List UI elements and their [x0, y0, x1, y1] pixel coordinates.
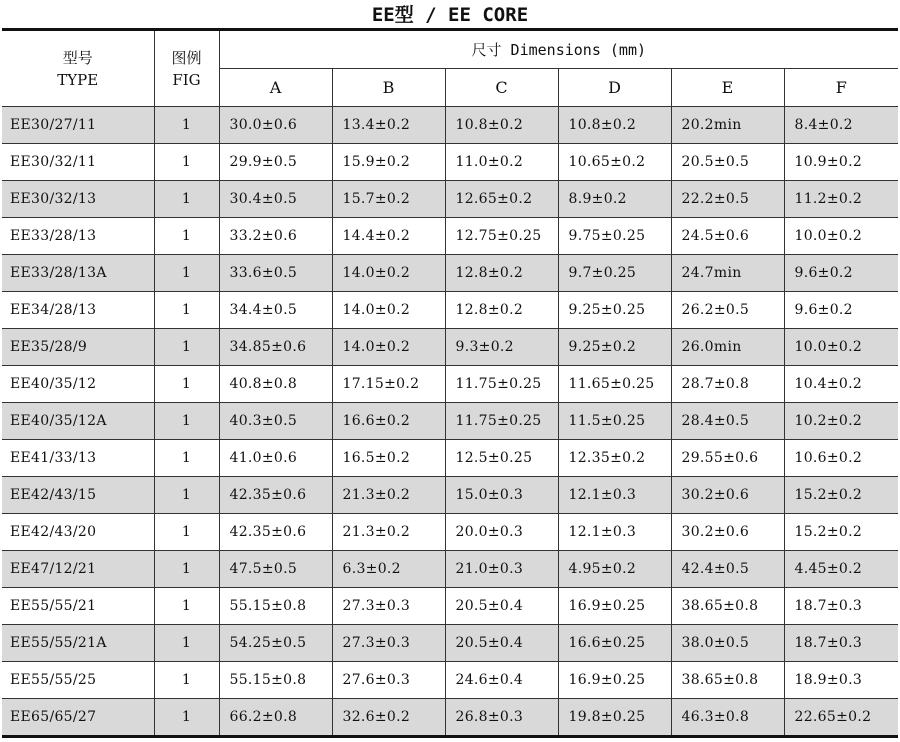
dim-b-cell: 27.3±0.3	[332, 625, 445, 662]
table-row	[2, 366, 898, 403]
type-cell: EE30/32/11	[2, 144, 154, 181]
dim-a-cell: 42.35±0.6	[219, 477, 332, 514]
dim-f-cell: 9.6±0.2	[784, 292, 898, 329]
table-body	[2, 107, 898, 737]
type-header-en: TYPE	[57, 70, 99, 89]
type-cell: EE33/28/13A	[2, 255, 154, 292]
type-cell: EE47/12/21	[2, 551, 154, 588]
dim-f-cell: 15.2±0.2	[784, 514, 898, 551]
dim-b-cell: 27.3±0.3	[332, 588, 445, 625]
fig-cell: 1	[154, 588, 219, 625]
fig-cell: 1	[154, 403, 219, 440]
dim-a-cell: 42.35±0.6	[219, 514, 332, 551]
table-row	[2, 551, 898, 588]
table-row	[2, 588, 898, 625]
column-header-c: C	[445, 69, 558, 107]
dimensions-header: 尺寸 Dimensions (mm)	[219, 30, 898, 69]
dim-d-cell: 16.6±0.25	[558, 625, 671, 662]
dim-a-cell: 54.25±0.5	[219, 625, 332, 662]
dim-e-cell: 28.7±0.8	[671, 366, 784, 403]
dim-b-cell: 14.0±0.2	[332, 329, 445, 366]
fig-cell: 1	[154, 699, 219, 737]
fig-cell: 1	[154, 366, 219, 403]
dim-a-cell: 29.9±0.5	[219, 144, 332, 181]
dim-e-cell: 38.65±0.8	[671, 588, 784, 625]
fig-cell: 1	[154, 107, 219, 144]
table-row	[2, 329, 898, 366]
table-row	[2, 107, 898, 144]
dim-b-cell: 21.3±0.2	[332, 477, 445, 514]
dim-e-cell: 42.4±0.5	[671, 551, 784, 588]
dim-d-cell: 9.25±0.2	[558, 329, 671, 366]
type-cell: EE40/35/12A	[2, 403, 154, 440]
type-cell: EE42/43/15	[2, 477, 154, 514]
dim-f-cell: 18.7±0.3	[784, 588, 898, 625]
dim-a-cell: 40.8±0.8	[219, 366, 332, 403]
dim-d-cell: 16.9±0.25	[558, 588, 671, 625]
column-header-a: A	[219, 69, 332, 107]
dim-f-cell: 10.9±0.2	[784, 144, 898, 181]
dim-d-cell: 8.9±0.2	[558, 181, 671, 218]
dim-f-cell: 10.0±0.2	[784, 329, 898, 366]
dim-b-cell: 6.3±0.2	[332, 551, 445, 588]
table-row	[2, 181, 898, 218]
table-row	[2, 292, 898, 329]
dim-a-cell: 30.4±0.5	[219, 181, 332, 218]
table-row	[2, 144, 898, 181]
dim-e-cell: 29.55±0.6	[671, 440, 784, 477]
dim-a-cell: 30.0±0.6	[219, 107, 332, 144]
dim-d-cell: 9.7±0.25	[558, 255, 671, 292]
dim-b-cell: 16.6±0.2	[332, 403, 445, 440]
fig-cell: 1	[154, 181, 219, 218]
dim-d-cell: 12.35±0.2	[558, 440, 671, 477]
dim-d-cell: 9.25±0.25	[558, 292, 671, 329]
dim-e-cell: 26.2±0.5	[671, 292, 784, 329]
dim-f-cell: 8.4±0.2	[784, 107, 898, 144]
dim-e-cell: 38.0±0.5	[671, 625, 784, 662]
dim-f-cell: 11.2±0.2	[784, 181, 898, 218]
fig-cell: 1	[154, 329, 219, 366]
dim-e-cell: 20.5±0.5	[671, 144, 784, 181]
dim-d-cell: 11.5±0.25	[558, 403, 671, 440]
fig-cell: 1	[154, 477, 219, 514]
type-cell: EE30/32/13	[2, 181, 154, 218]
dim-e-cell: 22.2±0.5	[671, 181, 784, 218]
dim-b-cell: 15.9±0.2	[332, 144, 445, 181]
dim-a-cell: 47.5±0.5	[219, 551, 332, 588]
fig-cell: 1	[154, 514, 219, 551]
dim-e-cell: 26.0min	[671, 329, 784, 366]
table-row	[2, 403, 898, 440]
dim-e-cell: 30.2±0.6	[671, 477, 784, 514]
fig-header-en: FIG	[172, 70, 201, 89]
dim-b-cell: 13.4±0.2	[332, 107, 445, 144]
dim-b-cell: 15.7±0.2	[332, 181, 445, 218]
dim-c-cell: 24.6±0.4	[445, 662, 558, 699]
dim-c-cell: 12.75±0.25	[445, 218, 558, 255]
dim-d-cell: 12.1±0.3	[558, 514, 671, 551]
dim-a-cell: 66.2±0.8	[219, 699, 332, 737]
dim-f-cell: 4.45±0.2	[784, 551, 898, 588]
dim-b-cell: 14.0±0.2	[332, 255, 445, 292]
dim-b-cell: 14.4±0.2	[332, 218, 445, 255]
fig-cell: 1	[154, 144, 219, 181]
dim-e-cell: 30.2±0.6	[671, 514, 784, 551]
dim-b-cell: 21.3±0.2	[332, 514, 445, 551]
dim-d-cell: 11.65±0.25	[558, 366, 671, 403]
dim-a-cell: 33.2±0.6	[219, 218, 332, 255]
dim-c-cell: 15.0±0.3	[445, 477, 558, 514]
type-cell: EE41/33/13	[2, 440, 154, 477]
dim-f-cell: 9.6±0.2	[784, 255, 898, 292]
dim-a-cell: 34.85±0.6	[219, 329, 332, 366]
table-row	[2, 514, 898, 551]
dim-c-cell: 12.8±0.2	[445, 292, 558, 329]
dim-c-cell: 21.0±0.3	[445, 551, 558, 588]
dim-c-cell: 11.75±0.25	[445, 403, 558, 440]
table-row	[2, 255, 898, 292]
fig-cell: 1	[154, 625, 219, 662]
type-cell: EE55/55/25	[2, 662, 154, 699]
page-title: EE型 / EE CORE	[371, 4, 529, 26]
dim-e-cell: 38.65±0.8	[671, 662, 784, 699]
dim-d-cell: 10.8±0.2	[558, 107, 671, 144]
fig-cell: 1	[154, 255, 219, 292]
fig-cell: 1	[154, 662, 219, 699]
table-row	[2, 440, 898, 477]
column-header-f: F	[784, 69, 898, 107]
dim-f-cell: 10.4±0.2	[784, 366, 898, 403]
dim-b-cell: 27.6±0.3	[332, 662, 445, 699]
fig-cell: 1	[154, 551, 219, 588]
dim-e-cell: 46.3±0.8	[671, 699, 784, 737]
type-cell: EE30/27/11	[2, 107, 154, 144]
dim-f-cell: 18.9±0.3	[784, 662, 898, 699]
dim-c-cell: 20.5±0.4	[445, 588, 558, 625]
dim-f-cell: 15.2±0.2	[784, 477, 898, 514]
dim-a-cell: 41.0±0.6	[219, 440, 332, 477]
dim-a-cell: 33.6±0.5	[219, 255, 332, 292]
dim-c-cell: 12.8±0.2	[445, 255, 558, 292]
column-header-b: B	[332, 69, 445, 107]
dim-c-cell: 20.0±0.3	[445, 514, 558, 551]
dim-f-cell: 10.2±0.2	[784, 403, 898, 440]
dim-f-cell: 10.0±0.2	[784, 218, 898, 255]
type-cell: EE65/65/27	[2, 699, 154, 737]
type-cell: EE55/55/21	[2, 588, 154, 625]
fig-cell: 1	[154, 440, 219, 477]
type-cell: EE34/28/13	[2, 292, 154, 329]
fig-cell: 1	[154, 218, 219, 255]
fig-header-cn: 图例	[171, 48, 202, 67]
dim-c-cell: 11.75±0.25	[445, 366, 558, 403]
dim-d-cell: 9.75±0.25	[558, 218, 671, 255]
fig-header	[154, 30, 219, 107]
type-header	[2, 30, 154, 107]
dim-c-cell: 12.65±0.2	[445, 181, 558, 218]
type-cell: EE33/28/13	[2, 218, 154, 255]
dim-e-cell: 20.2min	[671, 107, 784, 144]
dim-b-cell: 14.0±0.2	[332, 292, 445, 329]
dim-b-cell: 32.6±0.2	[332, 699, 445, 737]
table-row	[2, 218, 898, 255]
type-cell: EE42/43/20	[2, 514, 154, 551]
type-cell: EE40/35/12	[2, 366, 154, 403]
table-row	[2, 662, 898, 699]
dim-d-cell: 19.8±0.25	[558, 699, 671, 737]
dim-e-cell: 28.4±0.5	[671, 403, 784, 440]
type-cell: EE35/28/9	[2, 329, 154, 366]
dim-b-cell: 16.5±0.2	[332, 440, 445, 477]
dim-d-cell: 4.95±0.2	[558, 551, 671, 588]
table-row	[2, 625, 898, 662]
dim-c-cell: 9.3±0.2	[445, 329, 558, 366]
dim-d-cell: 12.1±0.3	[558, 477, 671, 514]
dim-c-cell: 26.8±0.3	[445, 699, 558, 737]
dim-c-cell: 11.0±0.2	[445, 144, 558, 181]
dim-c-cell: 12.5±0.25	[445, 440, 558, 477]
dim-b-cell: 17.15±0.2	[332, 366, 445, 403]
dim-d-cell: 10.65±0.2	[558, 144, 671, 181]
type-header-cn: 型号	[62, 48, 93, 67]
dim-a-cell: 40.3±0.5	[219, 403, 332, 440]
dim-f-cell: 18.7±0.3	[784, 625, 898, 662]
dim-d-cell: 16.9±0.25	[558, 662, 671, 699]
type-cell: EE55/55/21A	[2, 625, 154, 662]
dim-c-cell: 10.8±0.2	[445, 107, 558, 144]
dim-a-cell: 55.15±0.8	[219, 662, 332, 699]
table-row	[2, 699, 898, 737]
column-header-e: E	[671, 69, 784, 107]
dim-e-cell: 24.5±0.6	[671, 218, 784, 255]
dim-c-cell: 20.5±0.4	[445, 625, 558, 662]
dim-a-cell: 55.15±0.8	[219, 588, 332, 625]
dim-a-cell: 34.4±0.5	[219, 292, 332, 329]
ee-core-table	[2, 28, 898, 738]
fig-cell: 1	[154, 292, 219, 329]
dim-e-cell: 24.7min	[671, 255, 784, 292]
table-row	[2, 477, 898, 514]
column-header-d: D	[558, 69, 671, 107]
dim-f-cell: 10.6±0.2	[784, 440, 898, 477]
dim-f-cell: 22.65±0.2	[784, 699, 898, 737]
